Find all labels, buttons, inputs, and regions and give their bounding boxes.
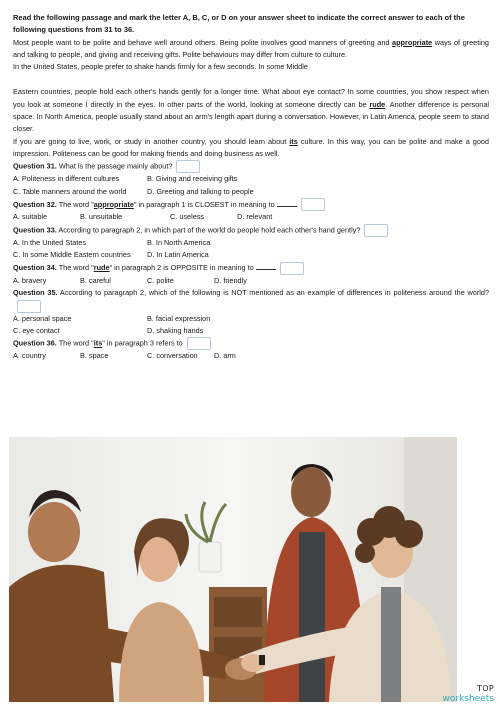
question-text-post: " in paragraph 3 refers to	[102, 338, 183, 348]
question-34	[13, 261, 489, 275]
keyword-appropriate: appropriate	[392, 37, 433, 47]
question-text: According to paragraph 2, which of the following is NOT mentioned as an example of differences in politeness around the world?	[59, 288, 490, 298]
option-36-d[interactable]: D. arm	[214, 351, 236, 361]
passage-paragraph-1	[13, 37, 489, 62]
option-35-d[interactable]: D. shaking hands	[147, 325, 204, 335]
question-text-pre: The word "	[58, 199, 94, 209]
options-31-row2	[13, 186, 489, 198]
answer-box-36[interactable]	[187, 337, 211, 350]
options-32	[13, 211, 489, 223]
option-34-c[interactable]: C. polite	[147, 275, 174, 285]
option-35-a[interactable]: A. personal space	[13, 313, 72, 323]
option-32-d[interactable]: D. relevant	[237, 212, 273, 222]
p1-text-b: ways of greeting and talking to people, and giving and receiving gifts. Polite behaviours may differ from culture to culture.	[13, 37, 489, 59]
answer-box-32[interactable]	[301, 198, 325, 211]
question-number: Question 34.	[13, 263, 57, 273]
blank-line	[277, 198, 297, 207]
options-33	[13, 237, 489, 249]
instructions: Read the following passage and mark the letter A, B, C, or D on your answer sheet to indicate the correct answer to each of the following questions from 31 to 36.	[13, 13, 465, 35]
option-31-c[interactable]: C. Table manners around the world	[13, 186, 127, 196]
answer-box-33[interactable]	[364, 224, 388, 237]
blank-line	[256, 261, 276, 270]
p2-text-a: Eastern countries, people hold each other's hands gently for a longer time. What about eye contact? In some countries, you show respect when you look at someone Í directly in the eyes. In other parts of the world, looking at someone directly can be	[13, 87, 489, 109]
passage-paragraph-3	[13, 136, 489, 161]
options-36	[13, 350, 489, 362]
option-32-a[interactable]: A. suitable	[13, 212, 48, 222]
answer-box-35[interactable]	[17, 300, 41, 313]
question-text: What is the passage mainly about?	[58, 161, 173, 171]
p3-text-a: If you are going to live, work, or study in another country, you should learn about	[13, 136, 290, 146]
option-31-b[interactable]: B. Giving and receiving gifts	[147, 174, 238, 184]
option-31-a[interactable]: A. Politeness in different cultures	[13, 174, 120, 184]
question-36	[13, 337, 489, 350]
option-34-b[interactable]: B. careful	[80, 275, 111, 285]
answer-box-31[interactable]	[176, 160, 200, 173]
options-35-row2	[13, 325, 489, 337]
logo-line-2: worksheets	[442, 694, 494, 704]
options-35	[13, 313, 489, 325]
option-34-a[interactable]: A. bravery	[13, 275, 47, 285]
option-33-c[interactable]: C. In some Middle Eastern countries	[13, 250, 131, 260]
question-32	[13, 198, 489, 212]
question-number: Question 35.	[13, 288, 58, 298]
keyword-rude: rude	[369, 99, 386, 109]
option-35-c[interactable]: C. eye contact	[13, 325, 60, 335]
passage-paragraph-2-start: In the United States, people prefer to shake hands firmly for a few seconds. In some Middle	[13, 62, 308, 72]
question-35	[13, 287, 489, 312]
worksheet	[13, 12, 489, 362]
question-text-post: " in paragraph 2 is OPPOSITE in meaning to	[109, 263, 254, 273]
question-33	[13, 224, 489, 237]
option-36-a[interactable]: A. country	[13, 351, 46, 361]
question-keyword: rude	[93, 263, 110, 273]
option-35-b[interactable]: B. facial expression	[147, 313, 211, 323]
option-33-d[interactable]: D. In Latin America	[147, 250, 209, 260]
passage-paragraph-2	[13, 86, 489, 135]
option-36-b[interactable]: B. space	[80, 351, 109, 361]
question-number: Question 32.	[13, 199, 57, 209]
option-33-b[interactable]: B. In North America	[147, 237, 211, 247]
p1-text-a: Most people want to be polite and behave well around others. Being polite involves good manners of greeting and	[13, 37, 393, 47]
options-31	[13, 173, 489, 185]
logo-line-1: TOP	[477, 684, 494, 693]
question-number: Question 33.	[13, 225, 57, 235]
handshake-scene	[9, 437, 457, 702]
illustration-photo	[9, 437, 457, 702]
option-36-c[interactable]: C. conversation	[147, 351, 198, 361]
question-number: Question 36.	[13, 338, 57, 348]
question-text-post: " in paragraph 1 is CLOSEST in meaning to	[133, 199, 275, 209]
options-34	[13, 275, 489, 287]
question-31	[13, 160, 489, 173]
option-31-d[interactable]: D. Greeting and talking to people	[147, 186, 254, 196]
answer-box-34[interactable]	[280, 262, 304, 275]
topworksheets-logo	[443, 684, 494, 704]
keyword-its: its	[289, 136, 298, 146]
question-keyword: its	[93, 338, 103, 348]
option-32-c[interactable]: C. useless	[170, 212, 205, 222]
option-34-d[interactable]: D. friendly	[214, 275, 247, 285]
option-32-b[interactable]: B. unsuitable	[80, 212, 123, 222]
question-text-pre: The word "	[58, 338, 94, 348]
question-number: Question 31.	[13, 161, 57, 171]
question-keyword: appropriate	[93, 199, 134, 209]
option-33-a[interactable]: A. In the United States	[13, 237, 87, 247]
p2-text-b: . Another difference is personal space. In North America, people usually stand about an arm's length apart during a conversation. However, in Latin America, people seem to stand closer.	[13, 99, 489, 134]
question-text: According to paragraph 2, in which part of the world do people hold each other's hand gently?	[58, 225, 361, 235]
options-33-row2	[13, 249, 489, 261]
page-gap	[13, 73, 489, 86]
p3-text-b: culture. In this way, you can be polite and make a good impression. Politeness can be good for making friends and doing business as well.	[13, 136, 489, 158]
question-text-pre: The word "	[58, 263, 94, 273]
